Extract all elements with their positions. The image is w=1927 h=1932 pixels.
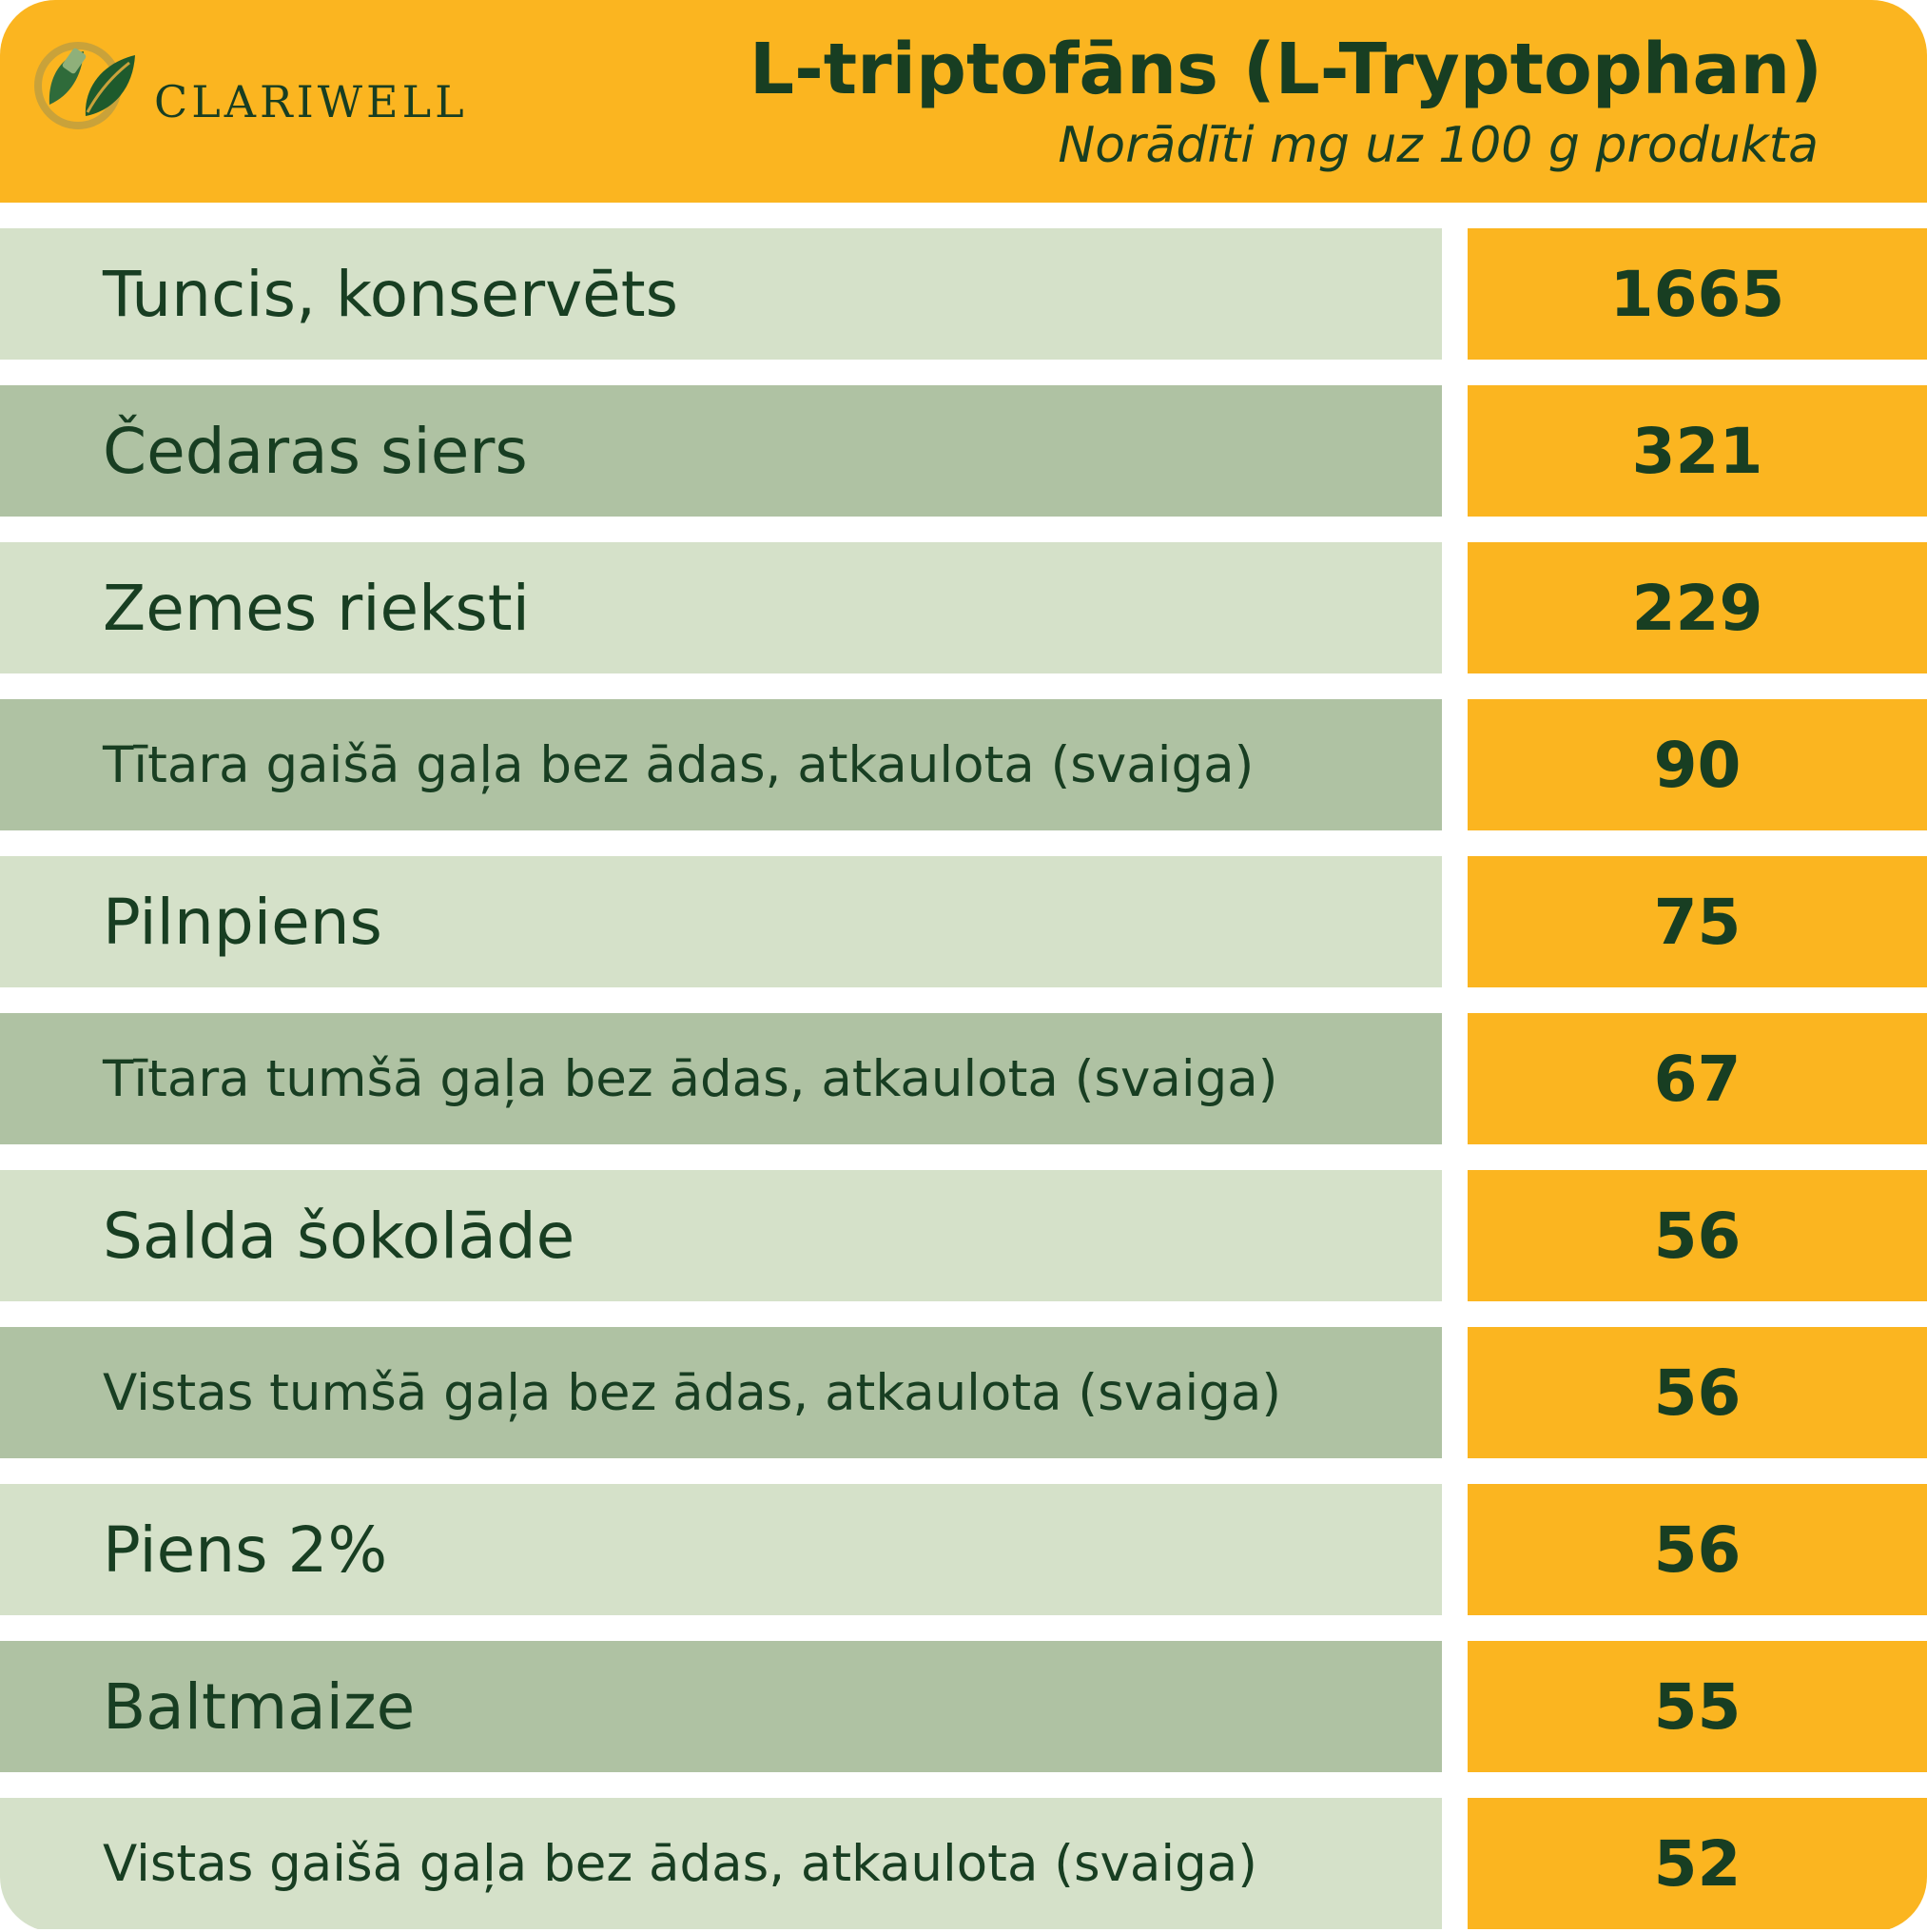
chart-subtitle: Norādīti mg uz 100 g produkta (1058, 117, 1819, 174)
leaf-logo-icon (29, 29, 143, 133)
tryptophan-value-cell: 52 (1468, 1798, 1927, 1929)
tryptophan-value-cell: 55 (1468, 1641, 1927, 1772)
chart-title: L-triptofāns (L-Tryptophan) (749, 29, 1822, 110)
table-row (0, 856, 1927, 987)
header-banner (0, 0, 1927, 203)
table-row (0, 228, 1927, 360)
table-row (0, 699, 1927, 830)
food-name-cell: Tītara gaišā gaļa bez ādas, atkaulota (svaiga) (0, 699, 1442, 830)
tryptophan-value-cell: 75 (1468, 856, 1927, 987)
tryptophan-value-cell: 56 (1468, 1484, 1927, 1615)
tryptophan-value-cell: 229 (1468, 542, 1927, 673)
food-name-cell: Piens 2% (0, 1484, 1442, 1615)
tryptophan-value-cell: 67 (1468, 1013, 1927, 1144)
food-name-cell: Vistas gaišā gaļa bez ādas, atkaulota (svaiga) (0, 1798, 1442, 1929)
tryptophan-value-cell: 321 (1468, 385, 1927, 517)
table-row (0, 1013, 1927, 1144)
food-name-cell: Zemes rieksti (0, 542, 1442, 673)
table-row (0, 1327, 1927, 1458)
table-row (0, 385, 1927, 517)
tryptophan-value-cell: 56 (1468, 1170, 1927, 1301)
table-row (0, 1484, 1927, 1615)
table-row (0, 1641, 1927, 1772)
food-name-cell: Pilnpiens (0, 856, 1442, 987)
food-name-cell: Čedaras siers (0, 385, 1442, 517)
brand-name: CLARIWELL (154, 76, 468, 127)
table-row (0, 1798, 1927, 1929)
food-name-cell: Salda šokolāde (0, 1170, 1442, 1301)
food-name-cell: Vistas tumšā gaļa bez ādas, atkaulota (svaiga) (0, 1327, 1442, 1458)
table-row (0, 542, 1927, 673)
food-name-cell: Tītara tumšā gaļa bez ādas, atkaulota (svaiga) (0, 1013, 1442, 1144)
tryptophan-value-cell: 90 (1468, 699, 1927, 830)
food-name-cell: Baltmaize (0, 1641, 1442, 1772)
table-row (0, 1170, 1927, 1301)
tryptophan-value-cell: 56 (1468, 1327, 1927, 1458)
tryptophan-value-cell: 1665 (1468, 228, 1927, 360)
food-name-cell: Tuncis, konservēts (0, 228, 1442, 360)
